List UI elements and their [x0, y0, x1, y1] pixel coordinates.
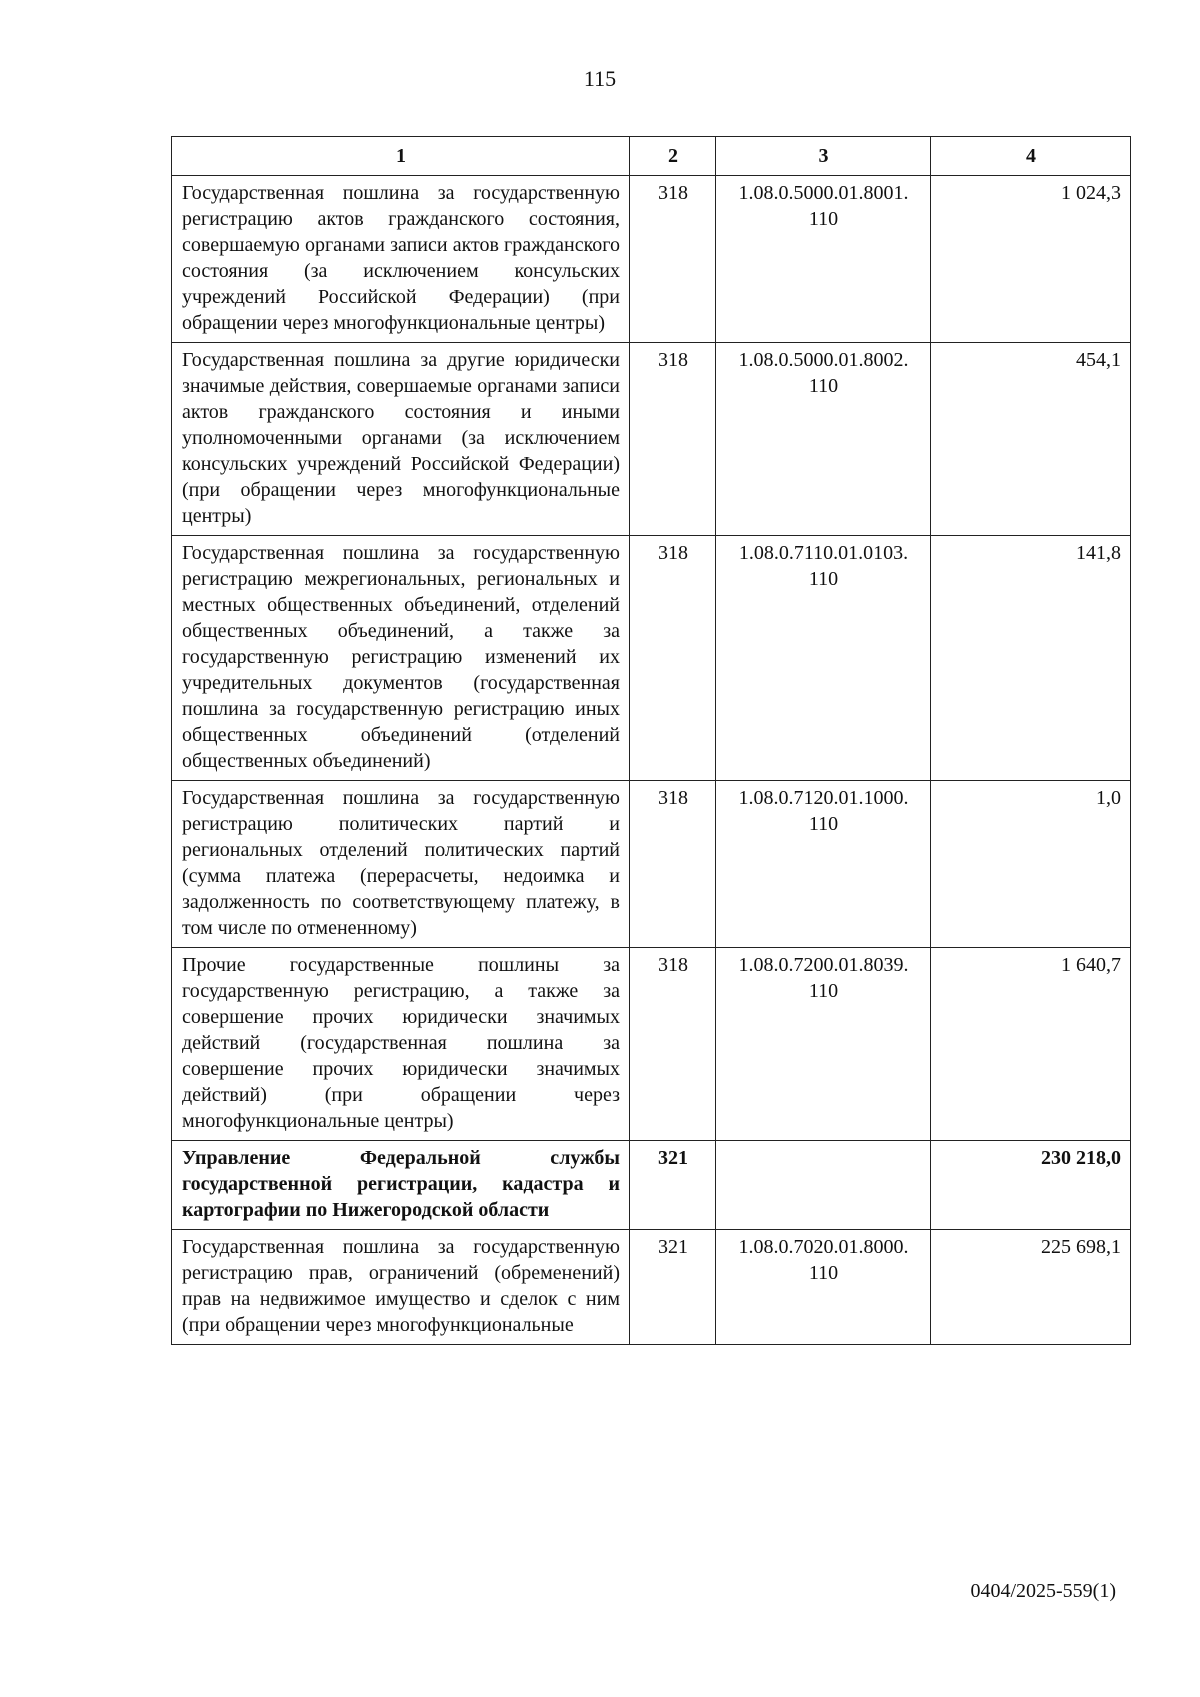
row-classification-code: [716, 1141, 931, 1230]
table-row-section-heading: [172, 1141, 1131, 1230]
column-header-1: 1: [172, 137, 630, 176]
row-classification-code: 1.08.0.5000.01.8002. 110: [716, 343, 931, 536]
row-description: Государственная пошлина за государственную регистрацию прав, ограничений (обременений) прав на недвижимое имущество и сделок с ним (при обращении через многофункциональные: [172, 1230, 630, 1345]
row-description: Государственная пошлина за другие юридически значимые действия, совершаемые органами записи актов гражданского состояния и иными уполномоченными органами (за исключением консульских учреждений Российской Федерации) (при обращении через многофункциональные центры): [172, 343, 630, 536]
table-row: [172, 1230, 1131, 1345]
row-description: Управление Федеральной службы государственной регистрации, кадастра и картографии по Нижегородской области: [172, 1141, 630, 1230]
row-amount: 454,1: [931, 343, 1131, 536]
row-description: Прочие государственные пошлины за государственную регистрацию, а также за совершение прочих юридически значимых действий (государственная пошлина за совершение прочих юридически значимых действий) (при обращении через многофункциональные центры): [172, 948, 630, 1141]
table-header-row: [172, 137, 1131, 176]
row-classification-code: 1.08.0.7020.01.8000. 110: [716, 1230, 931, 1345]
table-row: [172, 176, 1131, 343]
row-amount: 225 698,1: [931, 1230, 1131, 1345]
row-admin-code: 318: [630, 343, 716, 536]
document-number: 0404/2025-559(1): [970, 1580, 1116, 1602]
row-classification-code: 1.08.0.7200.01.8039. 110: [716, 948, 931, 1141]
column-header-4: 4: [931, 137, 1131, 176]
row-amount: 1,0: [931, 781, 1131, 948]
row-admin-code: 321: [630, 1230, 716, 1345]
row-classification-code: 1.08.0.5000.01.8001. 110: [716, 176, 931, 343]
row-amount: 141,8: [931, 536, 1131, 781]
row-description: Государственная пошлина за государственную регистрацию политических партий и региональных отделений политических партий (сумма платежа (перерасчеты, недоимка и задолженность по соответствующему платежу, в том числе по отмененному): [172, 781, 630, 948]
row-amount: 1 640,7: [931, 948, 1131, 1141]
row-classification-code: 1.08.0.7120.01.1000. 110: [716, 781, 931, 948]
row-admin-code: 318: [630, 536, 716, 781]
table-row: [172, 536, 1131, 781]
row-admin-code: 318: [630, 948, 716, 1141]
row-amount: 1 024,3: [931, 176, 1131, 343]
row-description: Государственная пошлина за государственную регистрацию актов гражданского состояния, совершаемую органами записи актов гражданского состояния (за исключением консульских учреждений Российской Федерации) (при обращении через многофункциональные центры): [172, 176, 630, 343]
table-row: [172, 948, 1131, 1141]
column-header-3: 3: [716, 137, 931, 176]
row-admin-code: 318: [630, 176, 716, 343]
row-classification-code: 1.08.0.7110.01.0103. 110: [716, 536, 931, 781]
row-description: Государственная пошлина за государственную регистрацию межрегиональных, региональных и местных общественных объединений, отделений общественных объединений, а также за государственную регистрацию изменений их учредительных документов (государственная пошлина за государственную регистрацию иных общественных объединений (отделений общественных объединений): [172, 536, 630, 781]
row-admin-code: 318: [630, 781, 716, 948]
column-header-2: 2: [630, 137, 716, 176]
table-row: [172, 781, 1131, 948]
revenue-table: [171, 136, 1131, 1345]
page-number: 115: [583, 66, 617, 91]
row-amount: 230 218,0: [931, 1141, 1131, 1230]
table-row: [172, 343, 1131, 536]
row-admin-code: 321: [630, 1141, 716, 1230]
